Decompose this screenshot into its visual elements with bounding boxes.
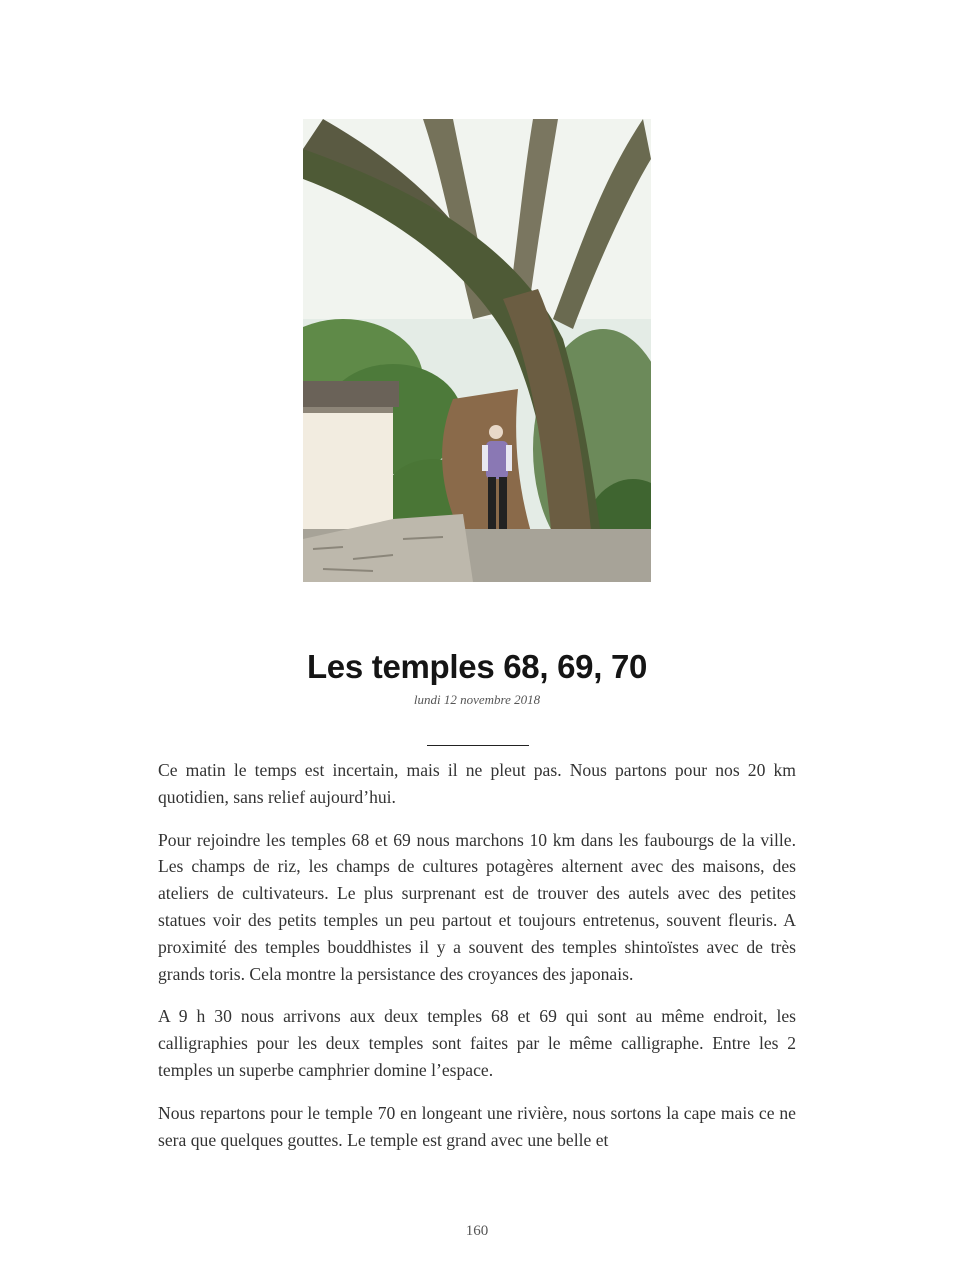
article-body <box>158 757 796 1169</box>
page-title: Les temples 68, 69, 70 <box>306 648 648 685</box>
paragraph: Nous repartons pour le temple 70 en longeant une rivière, nous sortons la cape mais ce ne sera que quelques gouttes. Le temple est grand avec une belle et <box>158 1102 796 1150</box>
paragraph: A 9 h 30 nous arrivons aux deux temples 68 et 69 qui sont au même endroit, les calligraphies pour les deux temples sont faites par le même calligraphe. Entre les 2 temples un superbe camphrier domine l’espace. <box>158 1006 796 1080</box>
page-number: 160 <box>465 1223 489 1239</box>
photo-illustration <box>303 119 651 582</box>
paragraph: Ce matin le temps est incertain, mais il ne pleut pas. Nous partons pour nos 20 km quotidien, sans relief aujourd’hui. <box>158 760 796 807</box>
paragraph: Pour rejoindre les temples 68 et 69 nous marchons 10 km dans les faubourgs de la ville. Les champs de riz, les champs de cultures potagères alternent avec des maisons, des ateliers de cultivateurs. Le plus surprenant est de trouver des autels avec des petites statues voir des petits temples un peu partout et toujours entretenus, souvent fleuris. A proximité des temples bouddhistes il y a souvent des temples shintoïstes avec de très grands toris. Cela montre la persistance des croyances des japonais. <box>158 829 796 984</box>
camphor-tree-photo <box>303 119 651 582</box>
title-divider <box>427 745 529 746</box>
entry-date: lundi 12 novembre 2018 <box>413 692 541 707</box>
